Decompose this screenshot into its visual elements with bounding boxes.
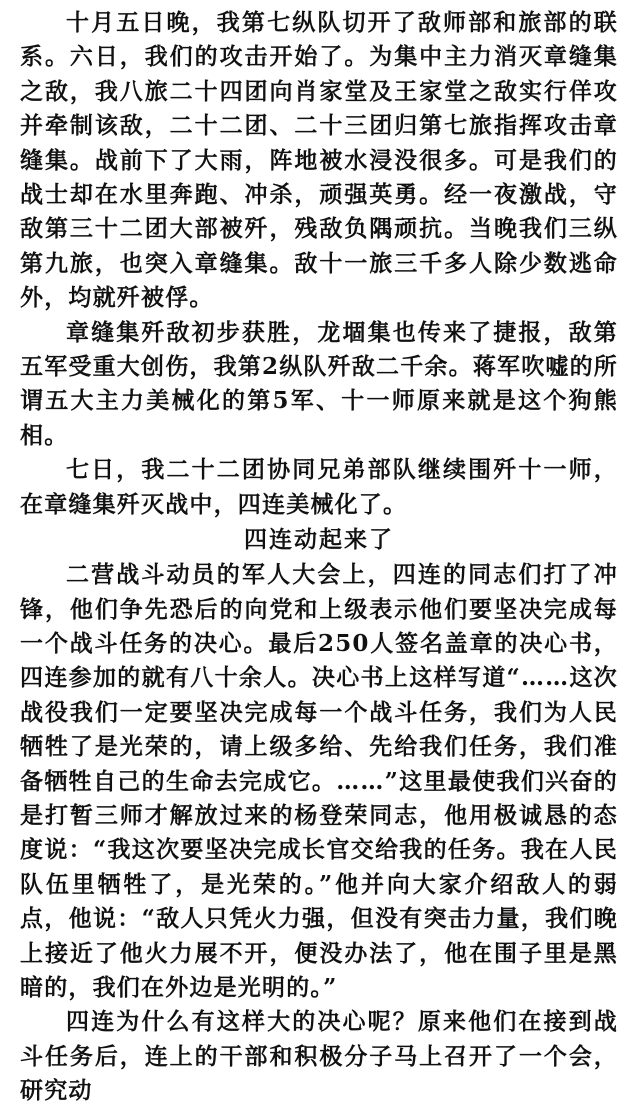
paragraph-fourth-company-equipped: 七日，我二十二团协同兄弟部队继续围歼十一师，在章缝集歼灭战中，四连美械化了。 (20, 456, 618, 518)
paragraph-initial-victory: 章缝集歼敌初步获胜，龙堌集也传来了捷报，敌第五军受重大创伤，我第2纵队歼敌二千余。蒋军吹嘘的所谓五大主力美械化的第5军、十一师原来就是这个狗熊相。 (20, 318, 619, 449)
paragraph-why-determined: 四连为什么有这样大的决心呢？原来他们在接到战斗任务后，连上的干部和积极分子马上召开了一个会，研究动 (20, 1008, 618, 1105)
section-heading: 四连动起来了 (244, 527, 394, 554)
paragraph-attack-begins: 十月五日晚，我第七纵队切开了敌师部和旅部的联系。六日，我们的攻击开始了。为集中主力消灭章缝集之敌，我八旅二十四团向肖家堂及王家堂之敌实行佯攻并牵制该敌，二十二团、二十三团归第七旅指挥攻击章缝集。战前下了大雨，阵地被水浸没很多。可是我们的战士却在水里奔跑、冲杀，顽强英勇。经一夜激战，守敌第三十二团大部被歼，残敌负隅顽抗。当晚我们三纵第九旅，也突入章缝集。敌十一旅三千多人除少数逃命外，均就歼被俘。 (20, 9, 618, 312)
paragraph-mobilization-meeting: 二营战斗动员的军人大会上，四连的同志们打了冲锋，他们争先恐后的向党和上级表示他们要坚决完成每一个战斗任务的决心。最后250人签名盖章的决心书，四连参加的就有八十余人。决心书上这样写道“……这次战役我们一定要坚决完成每一个战斗任务，我们为人民牺牲了是光荣的，请上级多给、先给我们任务，我们准备牺牲自己的生命去完成它。……”这里最使我们兴奋的是打暂三师才解放过来的杨登荣同志，他用极诚恳的态度说：“我这次要坚决完成长官交给我的任务。我在人民队伍里牺牲了，是光荣的。”他并向大家介绍敌人的弱点，他说：“敌人只凭火力强，但没有突击力量，我们晚上接近了他火力展不开，便没办法了，他在围子里是黑暗的，我们在外边是光明的。” (20, 561, 618, 1001)
